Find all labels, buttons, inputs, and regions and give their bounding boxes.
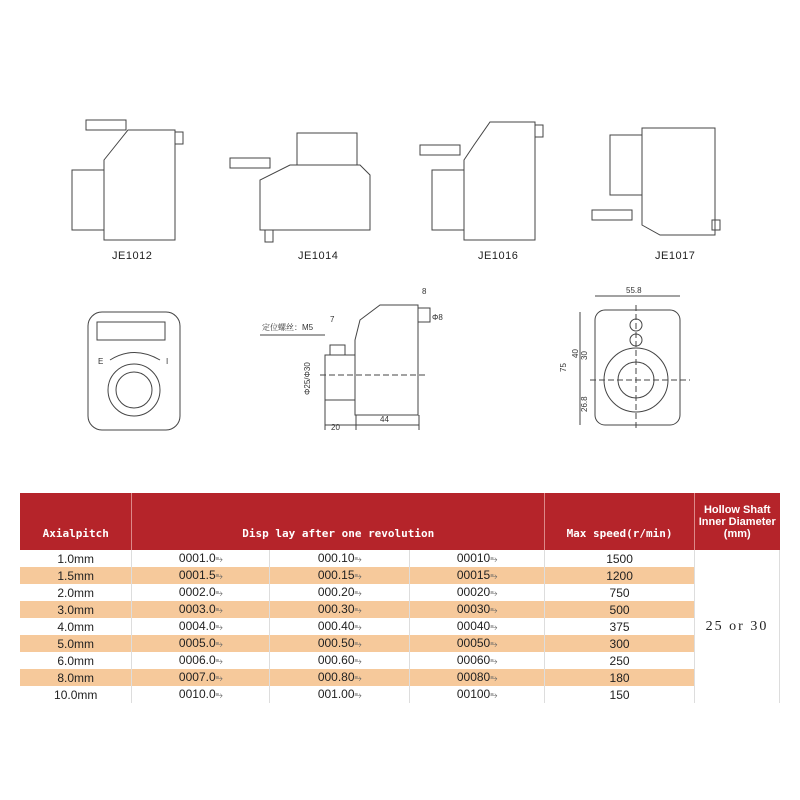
display-cell bbox=[132, 618, 270, 635]
pitch-cell: 3.0mm bbox=[20, 601, 132, 618]
display-cell bbox=[132, 652, 270, 669]
display-value: 0003.0 bbox=[178, 602, 216, 616]
display-value: 000.40 bbox=[317, 619, 355, 633]
pitch-cell: 4.0mm bbox=[20, 618, 132, 635]
unit-icon: ⥱ bbox=[490, 622, 498, 632]
table-row bbox=[20, 652, 780, 669]
table-row bbox=[20, 618, 780, 635]
display-cell bbox=[270, 567, 410, 584]
table-row bbox=[20, 550, 780, 567]
pitch-cell: 2.0mm bbox=[20, 584, 132, 601]
display-cell bbox=[270, 618, 410, 635]
speed-cell: 750 bbox=[545, 584, 695, 601]
display-value: 00010 bbox=[456, 551, 491, 565]
unit-icon: ⥱ bbox=[215, 605, 223, 615]
unit-icon: ⥱ bbox=[215, 673, 223, 683]
mark-e: E bbox=[98, 357, 104, 366]
display-value: 0010.0 bbox=[178, 687, 216, 701]
front-view-drawing bbox=[88, 312, 180, 430]
display-value: 0001.5 bbox=[178, 568, 216, 582]
display-value: 0007.0 bbox=[178, 670, 216, 684]
unit-icon: ⥱ bbox=[215, 656, 223, 666]
display-value: 000.20 bbox=[317, 585, 355, 599]
pitch-cell: 5.0mm bbox=[20, 635, 132, 652]
unit-icon: ⥱ bbox=[490, 571, 498, 581]
display-cell bbox=[410, 652, 545, 669]
display-value: 000.50 bbox=[317, 636, 355, 650]
display-value: 0002.0 bbox=[178, 585, 216, 599]
screw-label: 定位螺丝：M5 bbox=[262, 323, 314, 332]
display-cell bbox=[410, 686, 545, 703]
speed-cell: 150 bbox=[545, 686, 695, 703]
mark-i: I bbox=[166, 357, 169, 366]
display-value: 000.10 bbox=[317, 551, 355, 565]
display-cell bbox=[132, 601, 270, 618]
display-cell bbox=[410, 584, 545, 601]
pitch-cell: 8.0mm bbox=[20, 669, 132, 686]
table-row bbox=[20, 686, 780, 703]
display-value: 00040 bbox=[456, 619, 491, 633]
table-row bbox=[20, 567, 780, 584]
dim-shaft: Φ25/Φ30 bbox=[303, 362, 312, 395]
je1012-drawing bbox=[72, 120, 183, 240]
display-cell bbox=[410, 550, 545, 567]
unit-icon: ⥱ bbox=[215, 554, 223, 564]
unit-icon: ⥱ bbox=[354, 690, 362, 700]
je1014-drawing bbox=[230, 133, 370, 242]
display-cell bbox=[410, 567, 545, 584]
unit-icon: ⥱ bbox=[215, 690, 223, 700]
pitch-cell: 6.0mm bbox=[20, 652, 132, 669]
pitch-cell: 10.0mm bbox=[20, 686, 132, 703]
dim-30: 30 bbox=[580, 351, 589, 360]
display-cell bbox=[410, 635, 545, 652]
display-cell bbox=[270, 686, 410, 703]
display-value: 000.60 bbox=[317, 653, 355, 667]
display-value: 0004.0 bbox=[178, 619, 216, 633]
unit-icon: ⥱ bbox=[490, 690, 498, 700]
display-cell bbox=[410, 669, 545, 686]
display-value: 00050 bbox=[456, 636, 491, 650]
display-cell bbox=[132, 686, 270, 703]
speed-cell: 500 bbox=[545, 601, 695, 618]
unit-icon: ⥱ bbox=[490, 554, 498, 564]
unit-icon: ⥱ bbox=[354, 622, 362, 632]
display-cell bbox=[270, 652, 410, 669]
display-value: 00060 bbox=[456, 653, 491, 667]
display-value: 00030 bbox=[456, 602, 491, 616]
unit-icon: ⥱ bbox=[354, 571, 362, 581]
table-row bbox=[20, 669, 780, 686]
dim-40: 40 bbox=[571, 349, 580, 358]
unit-icon: ⥱ bbox=[490, 656, 498, 666]
speed-cell: 1200 bbox=[545, 567, 695, 584]
dim-75: 75 bbox=[559, 363, 568, 372]
model-label: JE1016 bbox=[478, 250, 519, 262]
dim-55-8: 55.8 bbox=[626, 286, 642, 295]
unit-icon: ⥱ bbox=[490, 639, 498, 649]
display-cell bbox=[270, 584, 410, 601]
display-cell bbox=[132, 635, 270, 652]
unit-icon: ⥱ bbox=[215, 639, 223, 649]
header-display: Disp lay after one revolution bbox=[132, 493, 545, 550]
pitch-cell: 1.0mm bbox=[20, 550, 132, 567]
speed-cell: 250 bbox=[545, 652, 695, 669]
display-value: 001.00 bbox=[317, 687, 355, 701]
pitch-cell: 1.5mm bbox=[20, 567, 132, 584]
table-row bbox=[20, 635, 780, 652]
dim-44: 44 bbox=[380, 415, 389, 424]
table-row bbox=[20, 601, 780, 618]
unit-icon: ⥱ bbox=[490, 588, 498, 598]
speed-cell: 1500 bbox=[545, 550, 695, 567]
display-value: 000.80 bbox=[317, 670, 355, 684]
hollow-cell: 25 or 30 bbox=[695, 550, 780, 703]
model-label: JE1012 bbox=[112, 250, 153, 262]
display-value: 00020 bbox=[456, 585, 491, 599]
unit-icon: ⥱ bbox=[354, 673, 362, 683]
unit-icon: ⥱ bbox=[215, 588, 223, 598]
display-cell bbox=[410, 601, 545, 618]
je1017-drawing bbox=[592, 128, 720, 235]
dim-phi8: Φ8 bbox=[432, 313, 443, 322]
display-value: 000.15 bbox=[317, 568, 355, 582]
speed-cell: 375 bbox=[545, 618, 695, 635]
display-cell bbox=[132, 584, 270, 601]
display-cell bbox=[270, 669, 410, 686]
display-value: 0006.0 bbox=[178, 653, 216, 667]
dim-26-8: 26.8 bbox=[580, 396, 589, 412]
header-speed: Max speed(r/min) bbox=[545, 493, 695, 550]
display-value: 0005.0 bbox=[178, 636, 216, 650]
display-cell bbox=[410, 618, 545, 635]
table-row bbox=[20, 584, 780, 601]
face-view-drawing bbox=[580, 296, 690, 430]
unit-icon: ⥱ bbox=[354, 605, 362, 615]
header-hollow: Hollow Shaft Inner Diameter (mm) bbox=[695, 493, 780, 550]
unit-icon: ⥱ bbox=[354, 554, 362, 564]
unit-icon: ⥱ bbox=[215, 622, 223, 632]
display-cell bbox=[132, 550, 270, 567]
unit-icon: ⥱ bbox=[354, 588, 362, 598]
spec-table bbox=[20, 493, 780, 703]
dim-20: 20 bbox=[331, 423, 340, 432]
model-label: JE1014 bbox=[298, 250, 339, 262]
display-value: 00100 bbox=[456, 687, 491, 701]
model-label: JE1017 bbox=[655, 250, 696, 262]
display-cell bbox=[132, 567, 270, 584]
header-pitch: Axialpitch bbox=[20, 493, 132, 550]
unit-icon: ⥱ bbox=[490, 673, 498, 683]
unit-icon: ⥱ bbox=[354, 639, 362, 649]
je1016-drawing bbox=[420, 122, 543, 240]
display-cell bbox=[132, 669, 270, 686]
display-cell bbox=[270, 550, 410, 567]
speed-cell: 180 bbox=[545, 669, 695, 686]
display-value: 00080 bbox=[456, 670, 491, 684]
unit-icon: ⥱ bbox=[490, 605, 498, 615]
display-value: 0001.0 bbox=[178, 551, 216, 565]
display-cell bbox=[270, 635, 410, 652]
dim-7: 7 bbox=[330, 315, 335, 324]
display-cell bbox=[270, 601, 410, 618]
unit-icon: ⥱ bbox=[354, 656, 362, 666]
display-value: 00015 bbox=[456, 568, 491, 582]
speed-cell: 300 bbox=[545, 635, 695, 652]
display-value: 000.30 bbox=[317, 602, 355, 616]
dim-8: 8 bbox=[422, 287, 427, 296]
unit-icon: ⥱ bbox=[215, 571, 223, 581]
